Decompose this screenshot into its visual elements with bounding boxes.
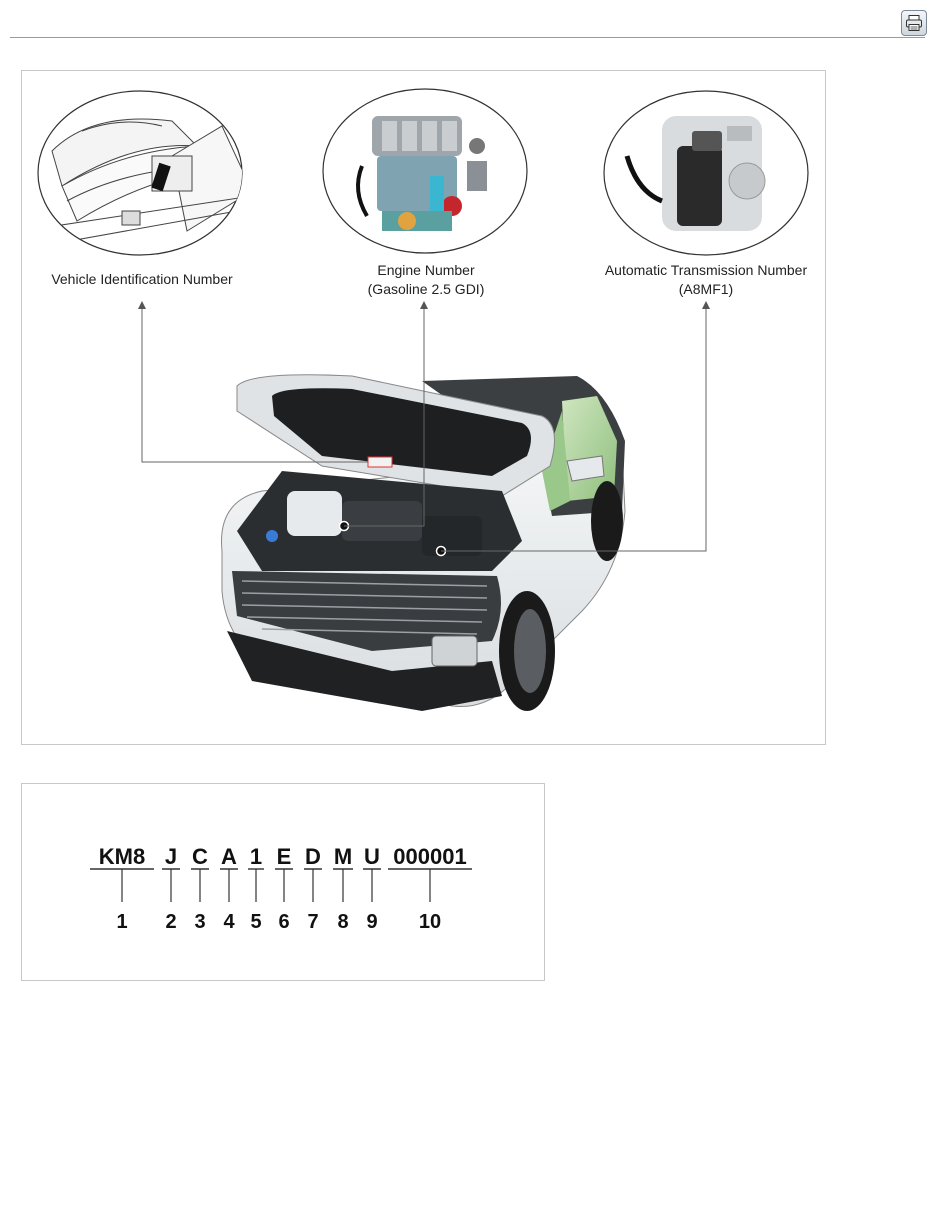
- engine-callout-label: Engine Number: [377, 262, 475, 278]
- vin-position-number-2: 2: [165, 911, 177, 933]
- vin-position-number-4: 4: [223, 911, 235, 933]
- engine-illustration: [323, 89, 527, 253]
- vin-position-number-3: 3: [194, 911, 206, 933]
- suv-illustration: [222, 375, 626, 711]
- vin-segment-9: U: [364, 844, 380, 869]
- transmission-callout-label: Automatic Transmission Number: [604, 262, 808, 278]
- vin-position-number-7: 7: [307, 911, 319, 933]
- vin-segment-7: D: [305, 844, 321, 869]
- vin-segment-10: 000001: [393, 844, 467, 869]
- vin-segment-8: M: [333, 844, 353, 869]
- vin-callout-label: Vehicle Identification Number: [51, 271, 233, 287]
- vin-position-number-8: 8: [337, 911, 349, 933]
- vin-label-on-car: [368, 457, 392, 467]
- vin-segment-6: E: [276, 844, 292, 869]
- header-divider: [10, 37, 925, 38]
- printer-icon: [905, 14, 923, 32]
- vin-segment-4: A: [221, 844, 237, 869]
- vin-breakdown-figure: [21, 783, 545, 981]
- print-button[interactable]: [901, 10, 927, 36]
- vin-location-illustration: [22, 91, 252, 255]
- vin-segment-3: C: [192, 844, 208, 869]
- vin-segment-5: 1: [249, 844, 263, 869]
- vin-position-number-6: 6: [278, 911, 290, 933]
- vin-position-number-10: 10: [418, 911, 442, 933]
- identification-location-figure: [21, 70, 826, 745]
- vin-segment-1: KM8: [98, 844, 146, 869]
- vin-position-number-1: 1: [116, 911, 128, 933]
- vin-segment-2: J: [164, 844, 178, 869]
- engine-callout-sublabel: (Gasoline 2.5 GDI): [367, 281, 485, 297]
- transmission-callout-sublabel: (A8MF1): [678, 281, 734, 297]
- vin-position-number-5: 5: [250, 911, 262, 933]
- transmission-illustration: [604, 91, 808, 255]
- vin-position-number-9: 9: [366, 911, 378, 933]
